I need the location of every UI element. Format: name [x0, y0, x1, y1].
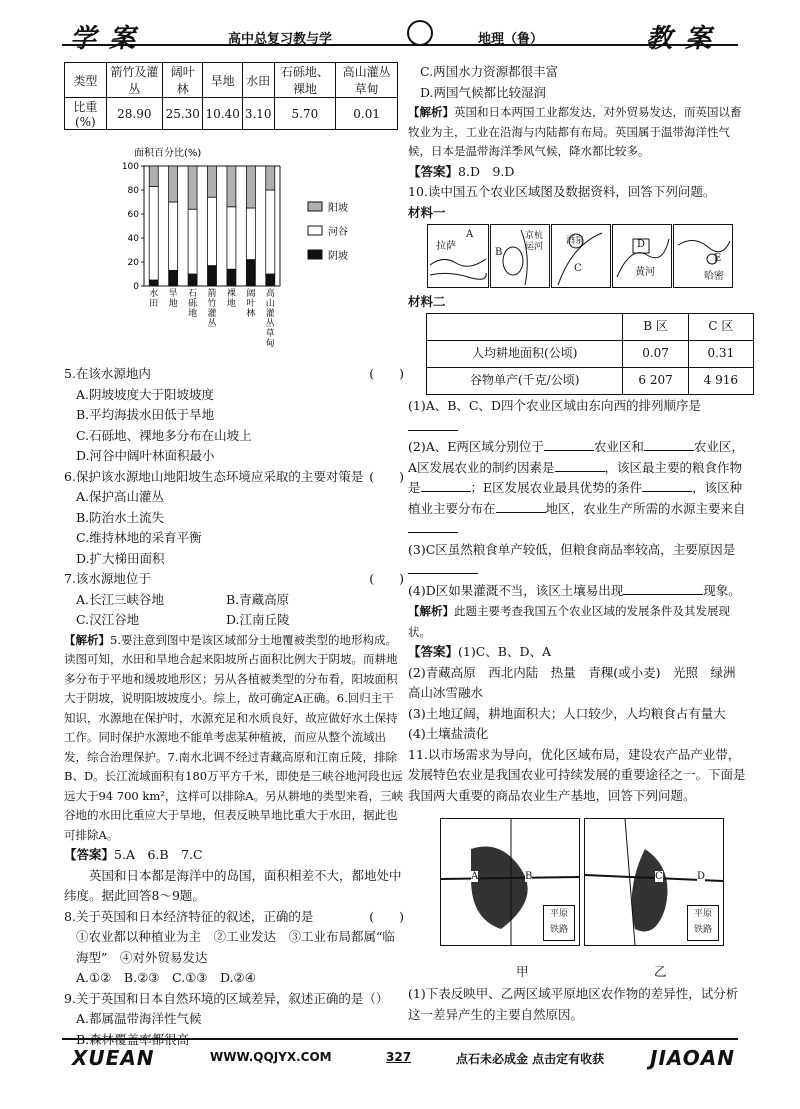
footer-rule: [62, 1038, 738, 1040]
bar-segment: [208, 197, 217, 265]
table-cell: 旱地: [203, 63, 242, 98]
footer-left-brand: XUEAN: [72, 1046, 155, 1070]
q10-part-4: (4)D区如果灌溉不当，该区土壤易出现: [408, 582, 624, 598]
table-cell: 5.70: [274, 98, 336, 130]
bar-segment: [266, 274, 275, 286]
analysis-10: 【解析】此题主要考查我国五个农业区域的发展条件及其发展现状。: [408, 604, 730, 639]
header-subject: 地理（鲁）: [478, 32, 544, 47]
logo-icon: [407, 20, 433, 46]
option: A.长江三峡谷地: [76, 591, 165, 607]
map-yi-label: 乙: [654, 964, 667, 979]
legend-swatch: [308, 250, 322, 259]
option: B.防治水土流失: [76, 509, 165, 525]
legend-label: 阴坡: [328, 251, 348, 262]
header-left-brand: 学 案: [70, 24, 138, 54]
answer-paren: ( ): [369, 571, 404, 586]
option: B.青藏高原: [226, 591, 290, 607]
option: D.河谷中阔叶林面积最小: [76, 448, 215, 463]
map-region-c: 酒泉 C: [551, 224, 611, 288]
question-11: 11.以市场需求为导向，优化区域布局，建设农产品产业带，发展特色农业是我国农业可持续发展的重要途径之一。下面是我国两大重要的商品农业生产基地，回答下列问题。: [408, 746, 746, 803]
y-axis-label: 面积百分比(%): [134, 148, 202, 159]
answer-paren: ( ): [369, 908, 404, 924]
option: B.平均海拔水田低于旱地: [76, 407, 215, 422]
option: C.两国水力资源都很丰富: [420, 64, 559, 79]
y-tick-label: 40: [127, 234, 139, 244]
table-cell: 高山灌丛草甸: [336, 63, 398, 98]
legend-swatch: [308, 226, 322, 235]
answer-10-1: (1)C、B、D、A: [458, 644, 552, 659]
y-tick-label: 100: [121, 162, 139, 172]
material-2-block: [408, 292, 750, 395]
table-row: 人均耕地面积(公顷) 0.07 0.31: [427, 340, 754, 367]
bar-segment: [246, 166, 255, 208]
answer-tag: 【答案】: [64, 847, 115, 862]
option: A.阴坡坡度大于阳坡坡度: [76, 386, 215, 402]
option: C.石砾地、裸地多分布在山坡上: [76, 427, 252, 443]
q10-part-3: (3)C区虽然粮食单产较低，但粮食商品率较高，主要原因是: [408, 541, 736, 557]
bar-segment: [169, 202, 178, 270]
land-cover-table: [64, 62, 398, 130]
table-cell: 类型: [65, 63, 107, 98]
material-2-label: 材料二: [408, 294, 446, 309]
option: B.森林覆盖率都很高: [76, 1031, 190, 1047]
table-cell: 0.01: [336, 98, 398, 130]
bar-segment: [208, 266, 217, 286]
answer-5-7: 5.A 6.B 7.C: [114, 847, 203, 862]
legend-label: 阳坡: [328, 203, 348, 214]
bar-segment: [149, 280, 158, 286]
footer-right-brand: JIAOAN: [650, 1046, 735, 1070]
option: D.扩大梯田面积: [76, 550, 165, 566]
answer-paren: ( ): [369, 366, 404, 381]
q8-statements: ①农业都以种植业为主 ②工业发达 ③工业布局都属“临海型” ④对外贸易发达: [76, 929, 395, 965]
analysis-8-9: 【解析】英国和日本两国工业都发达，对外贸易发达，而英国以畜牧业为主，工业在沿海与内陆都有布局。英国属于温带海洋性气候，日本是温带海洋季风气候，降水都比较多。: [408, 105, 742, 158]
bar-segment: [169, 270, 178, 286]
map-jia: A B 平原 铁路: [440, 818, 580, 946]
header-book-title: 高中总复习教与学: [228, 32, 333, 47]
bar-segment: [188, 274, 197, 286]
y-tick-label: 20: [127, 258, 139, 268]
x-tick-label: 箭竹灌丛: [207, 289, 217, 329]
question-9: 9.关于英国和日本自然环境的区域差异，叙述正确的是（）: [64, 990, 389, 1006]
bar-segment: [169, 166, 178, 202]
option: C.汉江谷地: [76, 612, 140, 627]
footer-url: WWW.QQJYX.COM: [210, 1050, 332, 1064]
option: C.维持林地的采育平衡: [76, 530, 202, 545]
map-region-b: B 京杭运河: [490, 224, 550, 288]
q10-block: (1)A、B、C、D四个农业区域由东向西的排列顺序是 (2)A、E两区域分别位于 农业区和 农业区，A区发展农业的制约因素是 ，该区最主要的粮食作物是 ；E区发展农业最具优势的条件 ，该区种植业主要分布在 地区，农业生产所需的水源主要来自 (3)C区虽然粮食单产较低，但粮食商品率较高，主要原因是 (4)D区如果灌溉不当，该区土壤易出现 现象。 【解析】此题主要考查我国五个农业区域的发展条件及其发展现状。 【答案】(1)C、B、D、A (2)青藏高原 西北内陆 热量 青稞(或小麦) 光照 绿洲 高山冰雪融水 (3)土地辽阔，耕地面积大；人口较少，人均粮食占有量大 (4)土壤盐渍化 11.以市场需求为导向，优化区域布局，建设农产品产业带，发展特色农业是我国农业可持续发展的重要途径之一。下面是我国两大重要的商品农业生产基地，回答下列问题。: [408, 396, 750, 806]
legend-swatch: [308, 202, 322, 211]
slope-area-chart: [110, 146, 370, 362]
map-region-a: 拉萨 A: [427, 224, 489, 288]
x-tick-label: 水田: [149, 289, 159, 309]
intro-8-9: 英国和日本都是海洋中的岛国，面积相差不大，都地处中纬度。据此回答8～9题。: [64, 867, 402, 903]
table-cell: 25.30: [163, 98, 203, 130]
right-column-top: [408, 62, 750, 223]
page-number: 327: [386, 1050, 412, 1064]
table-cell: 阔叶林: [163, 63, 203, 98]
option: A.都属温带海洋性气候: [76, 1011, 202, 1026]
question-10: 10.读中国五个农业区域图及数据资料，回答下列问题。: [408, 184, 716, 199]
page-header: [0, 0, 800, 64]
y-tick-label: 60: [127, 210, 139, 220]
option: D.两国气候都比较湿润: [420, 84, 547, 100]
x-tick-label: 旱地: [168, 289, 178, 309]
table-cell: 3.10: [242, 98, 274, 130]
bar-segment: [188, 209, 197, 274]
option: D.江南丘陵: [226, 612, 290, 627]
x-tick-label: 高山灌丛草甸: [265, 289, 275, 349]
question-7: 7.该水源地位于: [64, 571, 151, 586]
footer-slogan: 点石未必成金 点击定有收获: [456, 1052, 605, 1066]
x-tick-label: 裸地: [226, 289, 236, 309]
header-rule: [62, 44, 738, 46]
q11-part-1: (1)下表反映甲、乙两区域平原地区农作物的差异性，试分析这一差异产生的主要自然原因。: [408, 986, 739, 1022]
x-tick-label: 石砾地: [188, 289, 198, 319]
table-cell: 比重(%): [65, 98, 107, 130]
table-cell: 石砾地、裸地: [274, 63, 336, 98]
region-data-table: [426, 313, 754, 395]
question-8: 8.关于英国和日本经济特征的叙述，正确的是: [64, 908, 314, 924]
table-row: [65, 98, 398, 130]
map-region-e: E 哈密: [673, 224, 733, 288]
bar-segment: [149, 186, 158, 280]
bar-segment: [266, 166, 275, 190]
legend-label: 河谷: [328, 227, 348, 238]
y-tick-label: 0: [133, 282, 139, 292]
left-column: [64, 364, 404, 1050]
map-yi: C D 平原 铁路: [584, 818, 724, 946]
page-footer: [0, 1030, 800, 1090]
bar-segment: [149, 166, 158, 186]
analysis-5-7: 【解析】5.要注意到图中是该区域部分土地覆被类型的地形构成。读图可知，水田和旱地合起来阳坡所占面积比例大于阴坡。而耕地多分布于平地和缓坡地形区；另从各植被类型的分布看，阳坡面积大于阴坡，说明阳坡坡度小。综上，故可确定A正确。6.回归主干知识，水源地在保护时，水源充足和水质良好，故应做好水土保持工作。同时保护水源地不能单考虑某种植被，而应从整个流域出发，综合治理保护。7.南水北调不经过青藏高原和江南丘陵，排除B、D。长江流域面积有180万平方千米，即使是三峡谷地河段也远远大于94 700 km²，这样可以排除A。另从耕地的类型来看，三峡谷地的水田比重应大于旱地，但表反映旱地比重大于水田，据此也可排除A。: [64, 632, 404, 842]
y-tick-label: 80: [127, 186, 139, 196]
table-cell: 10.40: [203, 98, 242, 130]
bar-segment: [227, 269, 236, 286]
map-jia-label: 甲: [516, 964, 529, 979]
table-row: [65, 63, 398, 98]
table-row: B 区 C 区: [427, 313, 754, 340]
answer-paren: ( ): [369, 468, 404, 484]
table-row: 谷物单产(千克/公顷) 6 207 4 916: [427, 367, 754, 394]
q10-part-1: (1)A、B、C、D四个农业区域由东向西的排列顺序是: [408, 398, 702, 413]
bar-segment: [266, 190, 275, 274]
option: A.保护高山灌丛: [76, 489, 165, 504]
q8-choices: A.①② B.②③ C.①③ D.②④: [76, 970, 256, 985]
answer-tag: 【答案】: [408, 644, 459, 659]
answer-10-3: (3)土地辽阔，耕地面积大；人口较少，人均粮食占有量大: [408, 705, 726, 721]
table-cell: 箭竹及灌丛: [106, 63, 162, 98]
bar-segment: [188, 166, 197, 209]
bar-segment: [246, 260, 255, 286]
question-5: 5.在该水源地内: [64, 366, 151, 381]
header-right-brand: 教 案: [646, 24, 714, 54]
answer-tag: 【答案】: [408, 163, 459, 179]
x-tick-label: 阔叶林: [246, 289, 256, 319]
bar-segment: [246, 208, 255, 260]
table-cell: 水田: [242, 63, 274, 98]
question-6: 6.保护该水源地山地阳坡生态环境应采取的主要对策是: [64, 468, 364, 484]
bar-segment: [208, 166, 217, 197]
bar-segment: [227, 166, 236, 207]
answer-10-4: (4)土壤盐渍化: [408, 726, 489, 741]
answer-8-9: 8.D 9.D: [458, 163, 515, 179]
map-region-d: D 黄河: [612, 224, 672, 288]
bar-segment: [227, 207, 236, 269]
answer-10-2: (2)青藏高原 西北内陆 热量 青稞(或小麦) 光照 绿洲 高山冰雪融水: [408, 664, 748, 700]
material-1-label: 材料一: [408, 204, 446, 220]
table-cell: 28.90: [106, 98, 162, 130]
